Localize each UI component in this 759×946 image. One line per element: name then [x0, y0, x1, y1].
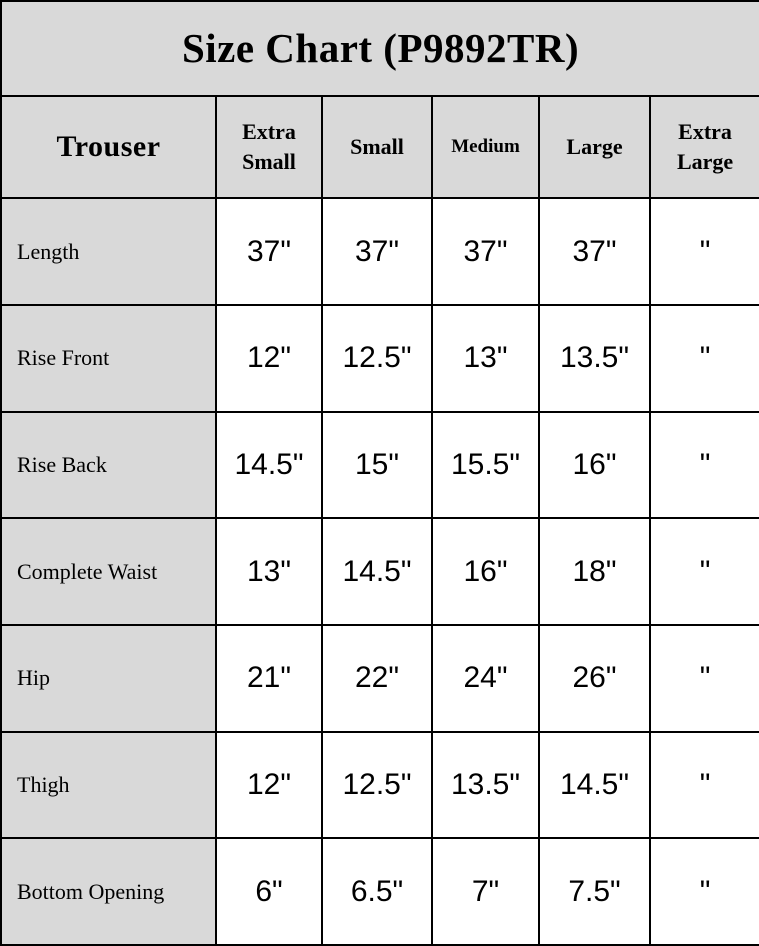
value-cell: 14.5" [322, 518, 432, 625]
value-cell: 13.5" [539, 305, 650, 412]
chart-title: Size Chart (P9892TR) [1, 1, 759, 96]
value-cell: 13" [432, 305, 539, 412]
value-cell: 22" [322, 625, 432, 732]
value-cell: 37" [322, 198, 432, 305]
row-label: Rise Front [1, 305, 216, 412]
value-cell: 16" [539, 412, 650, 519]
value-cell: 21" [216, 625, 322, 732]
value-cell: 14.5" [216, 412, 322, 519]
row-label: Hip [1, 625, 216, 732]
column-header: Medium [432, 96, 539, 199]
row-label: Length [1, 198, 216, 305]
table-row [1, 412, 759, 519]
row-label: Complete Waist [1, 518, 216, 625]
value-cell: " [650, 305, 759, 412]
table-row [1, 732, 759, 839]
value-cell: " [650, 198, 759, 305]
table-row [1, 305, 759, 412]
value-cell: 12.5" [322, 732, 432, 839]
value-cell: " [650, 412, 759, 519]
value-cell: 37" [432, 198, 539, 305]
value-cell: 6" [216, 838, 322, 945]
table-row [1, 198, 759, 305]
value-cell: 12" [216, 305, 322, 412]
value-cell: 37" [539, 198, 650, 305]
value-cell: 37" [216, 198, 322, 305]
value-cell: 16" [432, 518, 539, 625]
value-cell: 13.5" [432, 732, 539, 839]
value-cell: " [650, 518, 759, 625]
row-label: Rise Back [1, 412, 216, 519]
table-row [1, 518, 759, 625]
value-cell: 24" [432, 625, 539, 732]
value-cell: 6.5" [322, 838, 432, 945]
value-cell: " [650, 625, 759, 732]
table-row [1, 625, 759, 732]
value-cell: 12.5" [322, 305, 432, 412]
corner-header: Trouser [1, 96, 216, 199]
column-header: Extra Large [650, 96, 759, 199]
value-cell: 12" [216, 732, 322, 839]
value-cell: " [650, 838, 759, 945]
value-cell: 7" [432, 838, 539, 945]
column-header: Small [322, 96, 432, 199]
value-cell: 15" [322, 412, 432, 519]
value-cell: 7.5" [539, 838, 650, 945]
row-label: Bottom Opening [1, 838, 216, 945]
header-row [1, 96, 759, 199]
value-cell: 18" [539, 518, 650, 625]
title-row [1, 1, 759, 96]
value-cell: 13" [216, 518, 322, 625]
value-cell: 26" [539, 625, 650, 732]
column-header: Extra Small [216, 96, 322, 199]
table-row [1, 838, 759, 945]
value-cell: 15.5" [432, 412, 539, 519]
value-cell: 14.5" [539, 732, 650, 839]
row-label: Thigh [1, 732, 216, 839]
value-cell: " [650, 732, 759, 839]
column-header: Large [539, 96, 650, 199]
